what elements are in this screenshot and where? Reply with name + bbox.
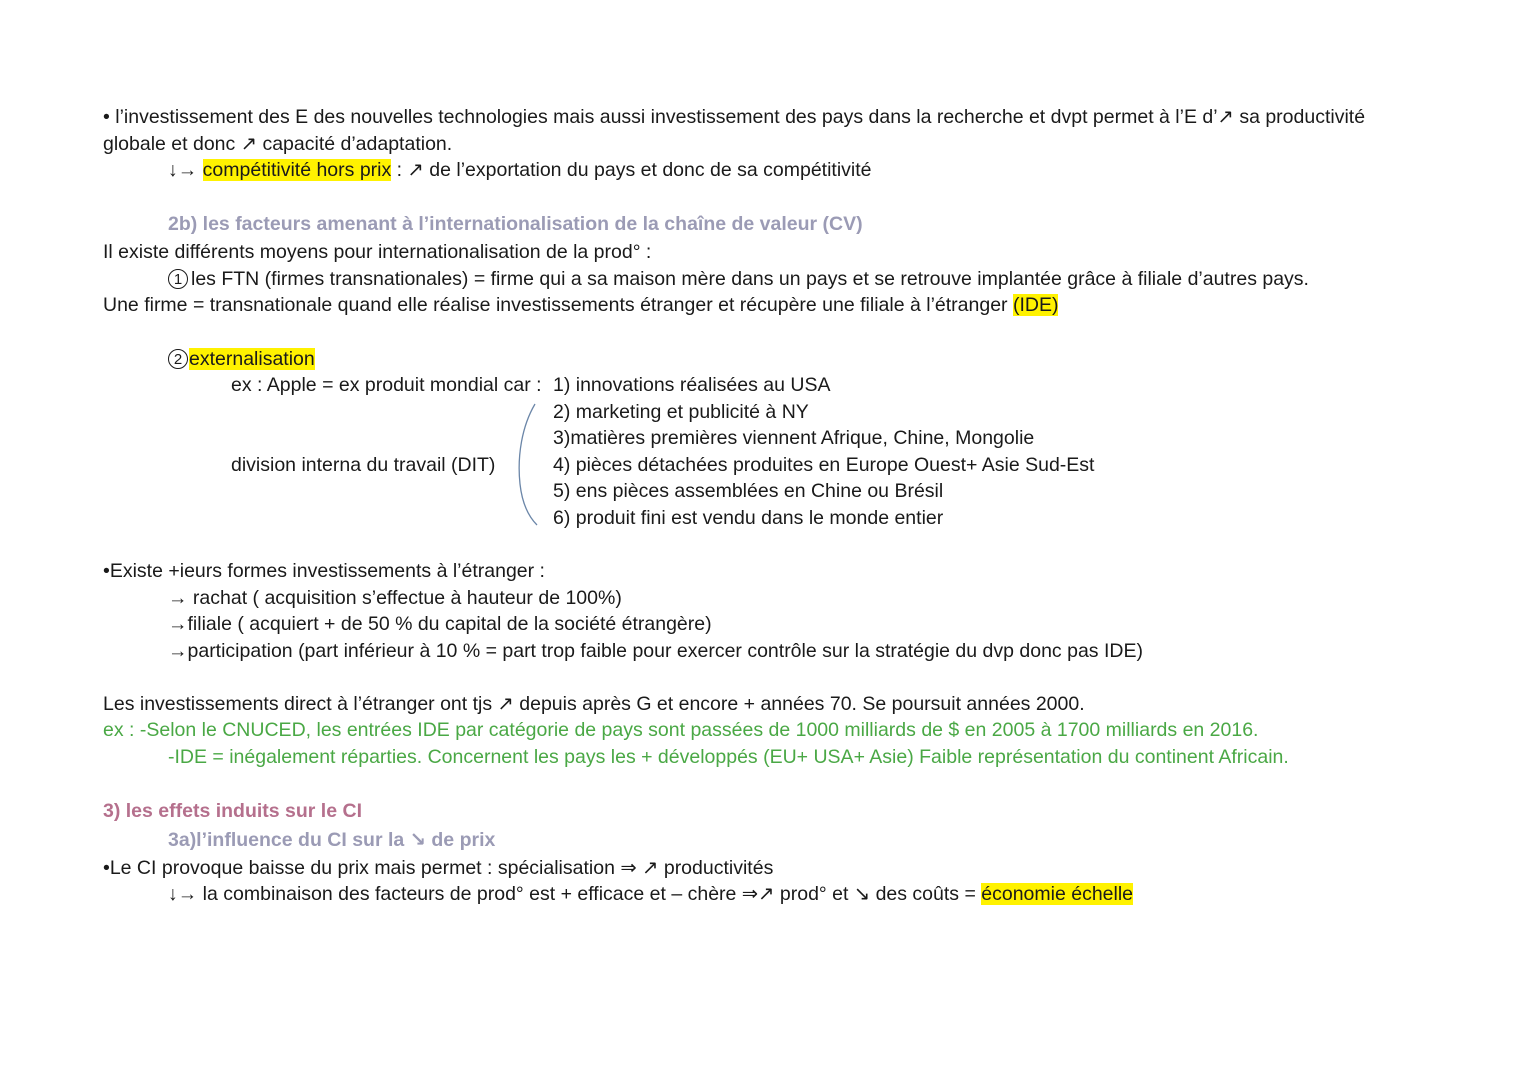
ide-trend: Les investissements direct à l’étranger ont tjs ↗ depuis après G et encore + années 70. Se poursuit années 2000.: [103, 693, 1085, 715]
section-3-line-2: [168, 881, 1133, 907]
highlight-competitivite-hors-prix: compétitivité hors prix: [202, 159, 392, 181]
highlight-externalisation: externalisation: [189, 348, 315, 370]
form-rachat: → rachat ( acquisition s’effectue à hauteur de 100%): [168, 587, 622, 609]
apple-example-prefix: ex : Apple = ex produit mondial car :: [231, 374, 542, 396]
form-filiale: →filiale ( acquiert + de 50 % du capital de la société étrangère): [168, 613, 712, 635]
intro-line-3: [168, 157, 872, 183]
circled-number-2: 2: [168, 349, 188, 369]
item-2-externalisation: [168, 346, 315, 372]
intro-line-3-suffix: : ↗ de l’exportation du pays et donc de sa compétitivité: [391, 159, 872, 181]
circled-number-1: 1: [168, 269, 188, 289]
section-3-line-1: •Le CI provoque baisse du prix mais permet : spécialisation ⇒ ↗ productivités: [103, 857, 774, 879]
item-1-text: les FTN (firmes transnationales) = firme qui a sa maison mère dans un pays et se retrouve implantée grâce à filiale d’autres pays.: [191, 268, 1309, 290]
ide-example-2: -IDE = inégalement réparties. Concernent les pays les + développés (EU+ USA+ Asie) Faible représentation du continent Africain.: [168, 746, 1289, 768]
step-1: 1) innovations réalisées au USA: [553, 374, 831, 396]
step-5: 5) ens pièces assemblées en Chine ou Brésil: [553, 480, 944, 502]
dit-label: division interna du travail (DIT): [231, 454, 496, 476]
intro-line-1: • l’investissement des E des nouvelles technologies mais aussi investissement des pays dans la recherche et dvpt permet à l’E d’↗ sa productivité: [103, 106, 1366, 128]
ftn-definition: [103, 292, 1058, 318]
highlight-economie-echelle: économie échelle: [981, 883, 1134, 905]
step-4: 4) pièces détachées produites en Europe Ouest+ Asie Sud-Est: [553, 454, 1095, 476]
forms-intro: •Existe +ieurs formes investissements à l’étranger :: [103, 560, 545, 582]
intro-line-2: globale et donc ↗ capacité d’adaptation.: [103, 133, 453, 155]
heading-3: 3) les effets induits sur le CI: [103, 800, 362, 822]
heading-2b: 2b) les facteurs amenant à l’internationalisation de la chaîne de valeur (CV): [168, 213, 863, 235]
intro-2b: Il existe différents moyens pour internationalisation de la prod° :: [103, 241, 652, 263]
step-6: 6) produit fini est vendu dans le monde entier: [553, 507, 944, 529]
intro-line-3-prefix: ↓→: [168, 159, 203, 181]
brace-icon: [508, 402, 548, 528]
step-3: 3)matières premières viennent Afrique, Chine, Mongolie: [553, 427, 1035, 449]
step-2: 2) marketing et publicité à NY: [553, 401, 809, 423]
heading-3a: 3a)l’influence du CI sur la ↘ de prix: [168, 829, 496, 851]
item-1-ftn: [168, 266, 1309, 292]
highlight-ide: (IDE): [1012, 294, 1059, 316]
ide-example-1: ex : -Selon le CNUCED, les entrées IDE par catégorie de pays sont passées de 1000 milliards de $ en 2005 à 1700 milliards en 2016.: [103, 719, 1259, 741]
definition-text: Une firme = transnationale quand elle réalise investissements étranger et récupère une filiale à l’étranger: [103, 294, 1013, 316]
form-participation: →participation (part inférieur à 10 % = part trop faible pour exercer contrôle sur la stratégie du dvp donc pas IDE): [168, 640, 1143, 662]
section-3-line-2-prefix: ↓→ la combinaison des facteurs de prod° est + efficace et – chère ⇒↗ prod° et ↘ des coûts =: [168, 883, 982, 905]
